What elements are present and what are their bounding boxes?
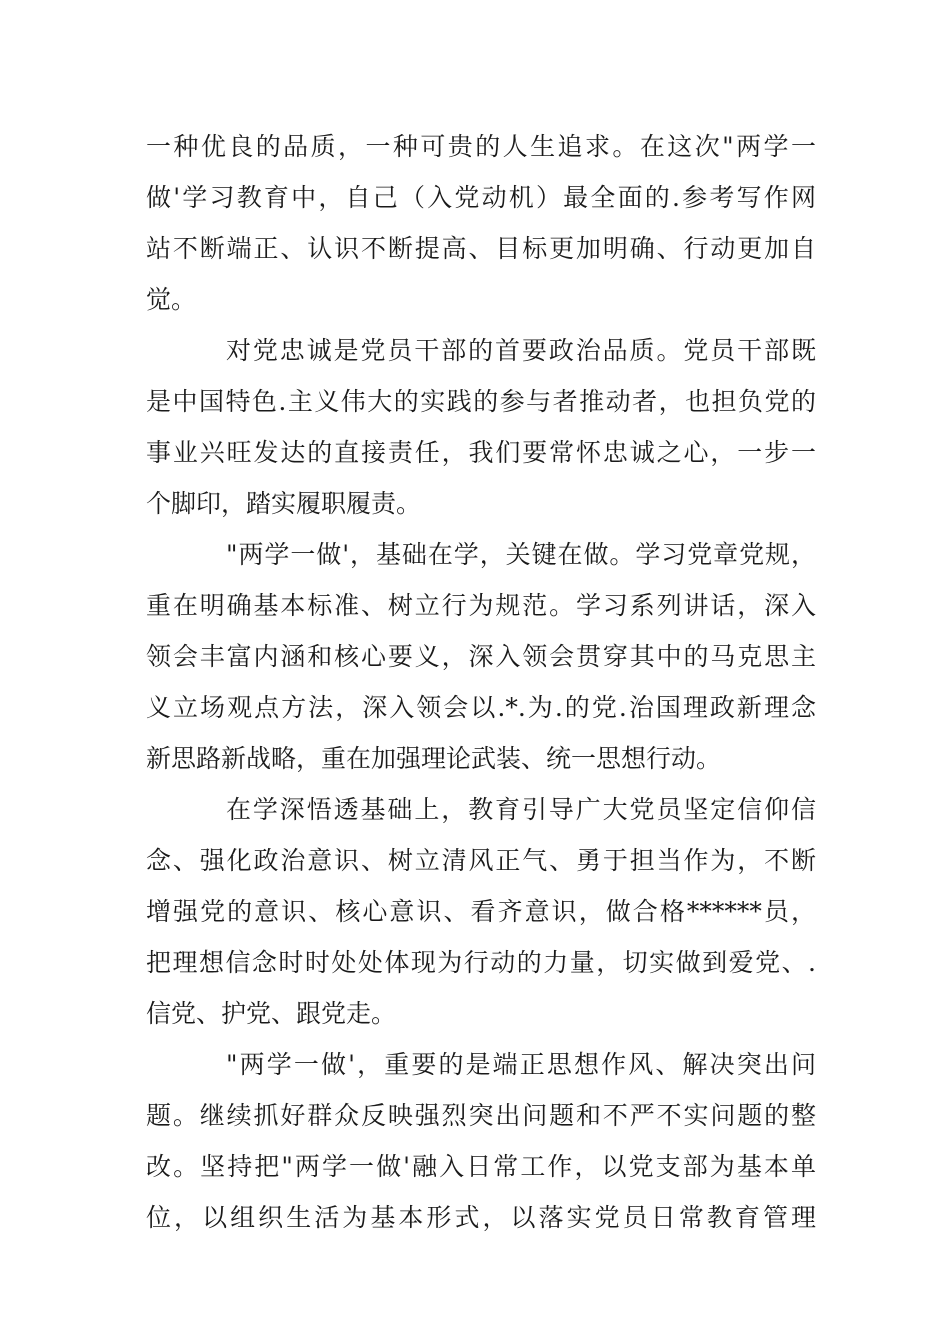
paragraph-1-line-1: 一种优良的品质，一种可贵的人生追求。在这次"两学一 bbox=[146, 132, 816, 161]
paragraph-2-line-1: 对党忠诚是党员干部的首要政治品质。党员干部既 bbox=[226, 336, 816, 365]
paragraph-5-line-4: 位，以组织生活为基本形式，以落实党员日常教育管理 bbox=[146, 1203, 816, 1232]
paragraph-4-line-4: 把理想信念时时处处体现为行动的力量，切实做到爱党、. bbox=[146, 948, 816, 977]
document-body bbox=[146, 121, 816, 1243]
paragraph-4-line-2: 念、强化政治意识、树立清风正气、勇于担当作为，不断 bbox=[146, 846, 816, 875]
paragraph-1-line-2: 做'学习教育中，自己（入党动机）最全面的.参考写作网 bbox=[146, 183, 816, 212]
paragraph-5-line-2: 题。继续抓好群众反映强烈突出问题和不严不实问题的整 bbox=[146, 1101, 816, 1130]
paragraph-2-line-2: 是中国特色.主义伟大的实践的参与者推动者，也担负党的 bbox=[146, 387, 816, 416]
paragraph-3-line-3: 领会丰富内涵和核心要义，深入领会贯穿其中的马克思主 bbox=[146, 642, 816, 671]
paragraph-4-line-5: 信党、护党、跟党走。 bbox=[146, 999, 397, 1028]
paragraph-3-line-1: "两学一做'，基础在学，关键在做。学习党章党规， bbox=[226, 540, 816, 569]
paragraph-5-line-3: 改。坚持把"两学一做'融入日常工作，以党支部为基本单 bbox=[146, 1152, 816, 1181]
paragraph-1-line-3: 站不断端正、认识不断提高、目标更加明确、行动更加自 bbox=[146, 234, 816, 263]
paragraph-3-line-2: 重在明确基本标准、树立行为规范。学习系列讲话，深入 bbox=[146, 591, 816, 620]
paragraph-3-line-5: 新思路新战略，重在加强理论武装、统一思想行动。 bbox=[146, 744, 722, 773]
paragraph-4-line-3: 增强党的意识、核心意识、看齐意识，做合格******员， bbox=[146, 897, 816, 926]
paragraph-2-line-3: 事业兴旺发达的直接责任，我们要常怀忠诚之心，一步一 bbox=[146, 438, 816, 467]
paragraph-2-line-4: 个脚印，踏实履职履责。 bbox=[146, 489, 422, 518]
paragraph-3-line-4: 义立场观点方法，深入领会以.*.为.的党.治国理政新理念 bbox=[146, 693, 816, 722]
paragraph-5-line-1: "两学一做'，重要的是端正思想作风、解决突出问 bbox=[226, 1050, 816, 1079]
paragraph-4-line-1: 在学深悟透基础上，教育引导广大党员坚定信仰信 bbox=[226, 795, 816, 824]
paragraph-1-line-4: 觉。 bbox=[146, 285, 197, 314]
